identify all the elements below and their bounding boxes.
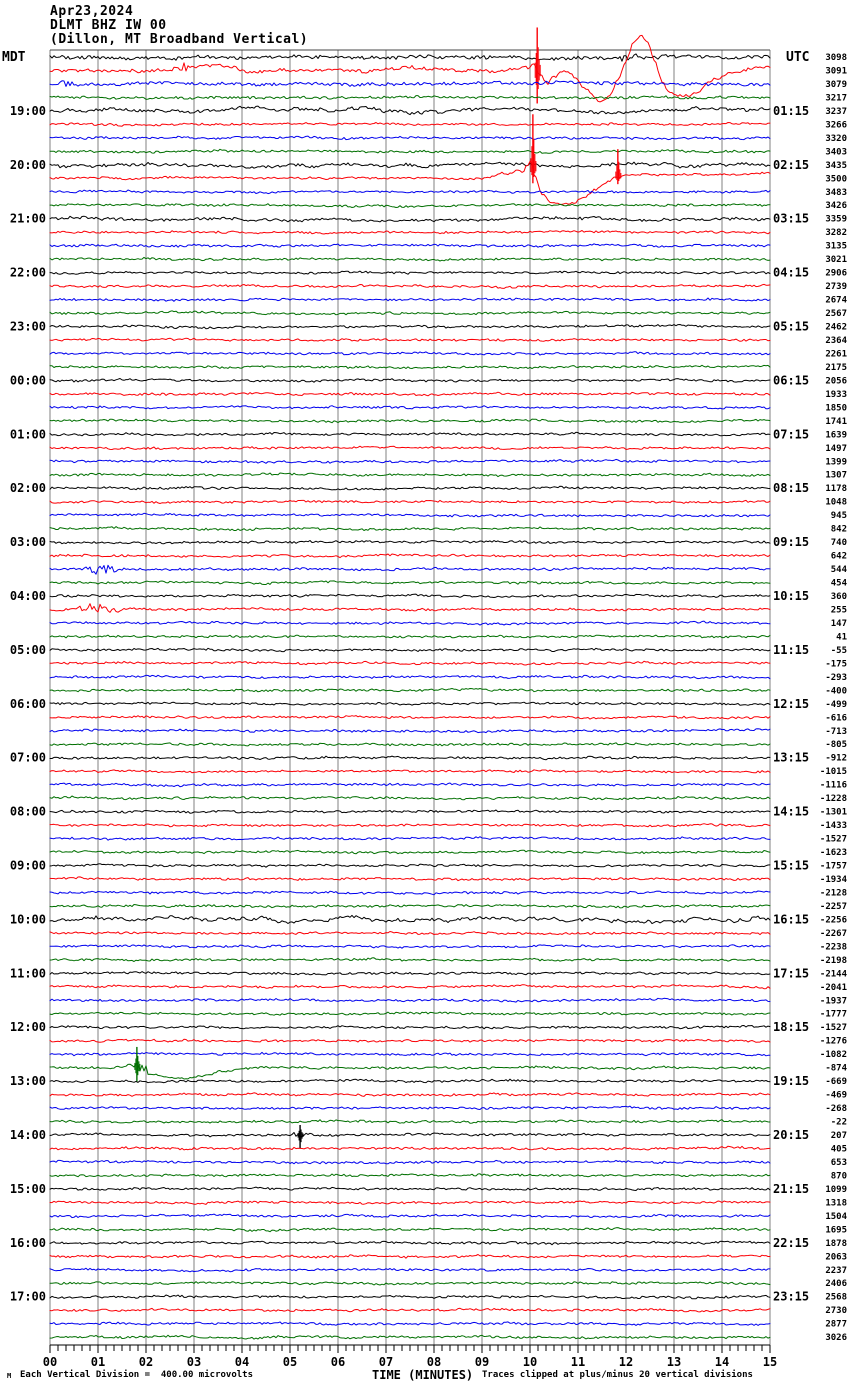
trace-row-95 (50, 1322, 770, 1326)
row-offset-value: 3091 (825, 66, 847, 77)
row-offset-value: -874 (825, 1063, 847, 1074)
row-offset-value: -912 (825, 753, 847, 764)
trace-row-44 (50, 635, 770, 638)
trace-row-29 (50, 432, 770, 436)
trace-row-25 (50, 379, 770, 383)
right-hour-label: 07:15 (773, 427, 810, 442)
left-hour-label: 14:00 (9, 1128, 46, 1142)
row-offset-value: 2568 (825, 1292, 847, 1303)
axis-layer (43, 1345, 777, 1369)
trace-row-80 (50, 1120, 770, 1124)
row-offset-value: 3282 (825, 228, 847, 239)
trace-row-16 (50, 257, 770, 261)
row-offset-value: -1228 (819, 794, 847, 805)
trace-row-40 (50, 581, 770, 585)
trace-row-45 (50, 648, 770, 651)
x-tick-label: 05 (282, 1355, 298, 1369)
x-tick-label: 13 (666, 1355, 682, 1369)
x-tick-label: 02 (138, 1355, 154, 1369)
row-offset-value: 945 (830, 511, 847, 522)
trace-row-54 (50, 770, 770, 773)
row-offset-value: 1048 (825, 497, 847, 508)
right-hour-label: 01:15 (773, 103, 810, 118)
row-offset-value: -1301 (819, 807, 847, 818)
row-offset-value: 2462 (825, 322, 847, 333)
trace-row-5 (50, 106, 770, 115)
row-offset-value: 2261 (825, 349, 847, 360)
row-offset-value: 1099 (825, 1184, 847, 1195)
row-offset-value: 3021 (825, 255, 847, 266)
trace-row-53 (50, 756, 770, 760)
title-station-id: DLMT BHZ IW 00 (50, 18, 167, 33)
row-offset-value: 41 (836, 632, 847, 643)
left-hour-label: 20:00 (9, 157, 46, 172)
left-hour-label: 11:00 (9, 966, 46, 981)
trace-row-31 (50, 459, 770, 463)
trace-row-46 (50, 661, 770, 665)
row-offset-value: 1933 (825, 389, 847, 400)
left-hour-label: 22:00 (9, 265, 46, 280)
row-offset-value: -1527 (819, 834, 847, 845)
trace-row-83 (50, 1160, 770, 1163)
trace-row-19 (50, 298, 770, 301)
grid-layer (50, 50, 770, 1345)
trace-row-36 (50, 527, 770, 531)
x-tick-label: 14 (714, 1355, 730, 1369)
row-offset-value: 3026 (825, 1333, 847, 1344)
trace-row-56 (50, 796, 770, 800)
left-timezone-label: MDT (2, 50, 26, 65)
trace-row-41 (50, 594, 770, 597)
row-offset-value: 2674 (825, 295, 847, 306)
row-offset-value: 1178 (825, 484, 847, 495)
right-hour-label: 08:15 (773, 481, 810, 496)
row-offset-value: 2056 (825, 376, 847, 387)
trace-row-62 (50, 877, 770, 881)
row-offset-value: -293 (825, 672, 847, 683)
trace-row-70 (50, 985, 770, 989)
left-hour-label: 05:00 (9, 642, 46, 657)
trace-row-18 (50, 284, 770, 288)
right-hour-label: 11:15 (773, 642, 810, 657)
trace-row-43 (50, 621, 770, 625)
corner-mark: M (7, 1372, 12, 1380)
trace-row-81 (50, 1133, 770, 1137)
trace-row-90 (50, 1255, 770, 1259)
x-tick-label: 09 (474, 1355, 490, 1369)
trace-row-21 (50, 325, 770, 329)
trace-row-77 (50, 1079, 770, 1083)
right-hour-label: 18:15 (773, 1020, 810, 1035)
row-offset-value: -1757 (819, 861, 847, 872)
row-offset-value: 255 (830, 605, 847, 616)
row-offset-value: -2198 (819, 955, 847, 966)
x-tick-label: 01 (90, 1355, 106, 1369)
row-offset-value: 1318 (825, 1198, 847, 1209)
traces-layer (50, 27, 770, 1339)
trace-row-11 (50, 190, 770, 194)
row-offset-value: -499 (825, 699, 847, 710)
row-offset-value: 2364 (825, 335, 847, 346)
trace-row-73 (50, 1026, 770, 1029)
trace-row-55 (50, 783, 770, 787)
left-hour-label: 12:00 (9, 1020, 46, 1035)
left-hour-label: 01:00 (9, 427, 46, 442)
trace-row-50 (50, 716, 770, 720)
right-hour-label: 20:15 (773, 1128, 810, 1142)
left-hour-label: 15:00 (9, 1181, 46, 1196)
trace-row-87 (50, 1214, 770, 1218)
trace-row-89 (50, 1241, 770, 1245)
left-hour-label: 00:00 (9, 373, 46, 388)
trace-row-72 (50, 1012, 770, 1015)
row-offset-value: 1741 (825, 416, 847, 427)
row-offset-value: -268 (825, 1104, 847, 1115)
trace-row-42 (50, 604, 770, 613)
trace-row-69 (50, 972, 770, 975)
row-offset-value: 1307 (825, 470, 847, 481)
row-offset-value: 2730 (825, 1306, 847, 1317)
row-offset-value: -1937 (819, 996, 847, 1007)
x-tick-label: 03 (186, 1355, 202, 1369)
row-offset-value: 870 (830, 1171, 847, 1182)
trace-row-78 (50, 1093, 770, 1097)
trace-row-26 (50, 392, 770, 396)
row-offset-value: 3098 (825, 53, 847, 63)
right-hour-label: 06:15 (773, 373, 810, 388)
right-hour-label: 09:15 (773, 535, 810, 550)
trace-row-17 (50, 271, 770, 274)
right-hour-label: 13:15 (773, 750, 810, 765)
row-offset-value: -2144 (819, 969, 847, 980)
row-offset-value: 2877 (825, 1319, 847, 1330)
row-offset-value: 3500 (825, 174, 847, 185)
right-hour-label: 17:15 (773, 966, 810, 981)
trace-row-49 (50, 702, 770, 705)
row-offset-value: 3403 (825, 147, 847, 158)
right-hour-label: 02:15 (773, 157, 810, 172)
row-offset-value: -2238 (819, 942, 847, 953)
row-offset-value: 3320 (825, 133, 847, 144)
left-hour-label: 02:00 (9, 481, 46, 496)
trace-row-68 (50, 958, 770, 962)
right-hour-label: 12:15 (773, 696, 810, 711)
row-offset-value: 1639 (825, 430, 847, 441)
trace-row-92 (50, 1282, 770, 1285)
row-offset-value: 2063 (825, 1252, 847, 1263)
x-tick-label: 04 (234, 1355, 250, 1369)
left-hour-label: 23:00 (9, 319, 46, 334)
x-tick-label: 08 (426, 1355, 442, 1369)
x-tick-label: 07 (378, 1355, 394, 1369)
trace-row-9 (50, 162, 770, 168)
trace-row-60 (50, 850, 770, 854)
trace-row-79 (50, 1106, 770, 1109)
row-offset-value: 3483 (825, 187, 847, 198)
trace-row-27 (50, 406, 770, 409)
row-offset-value: 405 (830, 1144, 847, 1155)
title-station-desc: (Dillon, MT Broadband Vertical) (50, 32, 309, 47)
row-offset-value: 1399 (825, 457, 847, 468)
trace-row-34 (50, 500, 770, 503)
row-offset-value: 3359 (825, 214, 847, 225)
x-tick-label: 15 (762, 1355, 778, 1369)
left-hour-label: 21:00 (9, 211, 46, 226)
left-hour-label: 09:00 (9, 858, 46, 873)
trace-row-20 (50, 311, 770, 315)
trace-row-64 (50, 905, 770, 908)
trace-row-8 (50, 149, 770, 153)
x-axis-title: TIME (MINUTES) (372, 1368, 474, 1382)
trace-row-65 (50, 915, 770, 923)
row-offset-value: 1497 (825, 443, 847, 454)
row-offset-value: -2256 (819, 915, 847, 926)
row-offset-value: -1934 (819, 874, 847, 885)
x-tick-label: 12 (618, 1355, 634, 1369)
row-offset-value: -1527 (819, 1023, 847, 1034)
row-offset-value: -1777 (819, 1009, 847, 1020)
row-offset-value: -22 (830, 1117, 847, 1128)
row-offset-value: 3217 (825, 93, 847, 104)
trace-row-93 (50, 1295, 770, 1299)
row-offset-value: -1623 (819, 848, 847, 859)
right-hour-label: 21:15 (773, 1181, 810, 1196)
trace-row-10 (50, 161, 770, 204)
trace-row-6 (50, 123, 770, 127)
row-offset-value: -2267 (819, 928, 847, 939)
trace-row-7 (50, 136, 770, 140)
row-offset-value: 2175 (825, 362, 847, 373)
trace-row-59 (50, 837, 770, 841)
right-timezone-label: UTC (786, 50, 810, 65)
scale-note: Each Vertical Division = 400.00 microvolts (20, 1370, 253, 1380)
trace-row-4 (50, 96, 770, 100)
trace-row-76 (50, 1064, 770, 1079)
row-offset-value: 1878 (825, 1238, 847, 1249)
row-offset-value: 2237 (825, 1265, 847, 1276)
trace-row-85 (50, 1187, 770, 1190)
trace-row-74 (50, 1039, 770, 1042)
row-offset-value: 3266 (825, 120, 847, 131)
row-offset-value: 3135 (825, 241, 847, 252)
right-hour-label: 03:15 (773, 211, 810, 226)
x-tick-label: 06 (330, 1355, 346, 1369)
trace-row-82 (50, 1146, 770, 1150)
trace-row-96 (50, 1335, 770, 1339)
right-hour-label: 23:15 (773, 1289, 810, 1304)
trace-row-1 (50, 54, 770, 61)
trace-row-37 (50, 541, 770, 544)
row-offset-value: -175 (825, 659, 847, 670)
trace-row-94 (50, 1308, 770, 1312)
row-offset-value: 544 (830, 565, 847, 576)
trace-row-30 (50, 446, 770, 449)
x-tick-label: 10 (522, 1355, 538, 1369)
trace-row-52 (50, 743, 770, 746)
right-hour-label: 22:15 (773, 1235, 810, 1250)
right-hour-label: 10:15 (773, 589, 810, 603)
row-offset-value: 2739 (825, 282, 847, 293)
row-offset-value: -400 (825, 686, 847, 697)
trace-row-51 (50, 729, 770, 733)
row-offset-value: -1082 (819, 1050, 847, 1061)
trace-row-91 (50, 1268, 770, 1272)
trace-row-24 (50, 365, 770, 368)
row-offset-value: -805 (825, 740, 847, 751)
right-hour-label: 19:15 (773, 1074, 810, 1089)
x-tick-label: 00 (42, 1355, 58, 1369)
trace-row-88 (50, 1228, 770, 1232)
row-offset-value: 2906 (825, 268, 847, 279)
trace-row-61 (50, 864, 770, 868)
trace-row-35 (50, 513, 770, 517)
left-hour-label: 19:00 (9, 103, 46, 118)
row-offset-value: 842 (830, 524, 847, 535)
row-offset-value: 360 (830, 592, 847, 602)
trace-row-39 (50, 565, 770, 574)
right-hour-label: 16:15 (773, 912, 810, 927)
row-offset-value: -616 (825, 713, 847, 724)
trace-row-15 (50, 244, 770, 247)
trace-row-12 (50, 204, 770, 208)
trace-row-58 (50, 824, 770, 827)
trace-row-47 (50, 675, 770, 678)
left-hour-label: 17:00 (9, 1289, 46, 1304)
row-offset-value: -55 (830, 645, 847, 656)
row-offset-value: 207 (830, 1131, 847, 1141)
trace-row-22 (50, 338, 770, 341)
left-hour-label: 08:00 (9, 804, 46, 819)
left-hour-label: 04:00 (9, 589, 46, 603)
row-offset-value: -469 (825, 1090, 847, 1101)
trace-row-23 (50, 352, 770, 355)
trace-row-67 (50, 945, 770, 948)
right-hour-label: 15:15 (773, 858, 810, 873)
row-offset-value: 1504 (825, 1211, 847, 1222)
left-hour-label: 16:00 (9, 1235, 46, 1250)
left-hour-label: 03:00 (9, 535, 46, 550)
row-offset-value: -669 (825, 1077, 847, 1088)
trace-row-38 (50, 554, 770, 558)
trace-row-33 (50, 486, 770, 490)
trace-row-84 (50, 1174, 770, 1177)
left-hour-label: 06:00 (9, 696, 46, 711)
row-offset-value: 3079 (825, 79, 847, 90)
left-hour-label: 07:00 (9, 750, 46, 765)
trace-row-32 (50, 473, 770, 477)
row-offset-value: -713 (825, 726, 847, 737)
right-hour-label: 05:15 (773, 319, 810, 334)
row-offset-value: 740 (830, 538, 847, 549)
trace-row-63 (50, 891, 770, 895)
row-offset-value: 454 (830, 578, 847, 589)
row-offset-value: 3237 (825, 106, 847, 117)
trace-row-71 (50, 998, 770, 1002)
row-offset-value: 1850 (825, 403, 847, 414)
row-offset-value: -1116 (819, 780, 847, 791)
trace-row-28 (50, 419, 770, 423)
left-hour-label: 10:00 (9, 912, 46, 927)
trace-row-86 (50, 1201, 770, 1204)
right-hour-label: 04:15 (773, 265, 810, 280)
left-hour-label: 13:00 (9, 1074, 46, 1089)
row-offset-value: 2406 (825, 1279, 847, 1290)
trace-row-66 (50, 932, 770, 935)
right-hour-label: 14:15 (773, 804, 810, 819)
trace-row-75 (50, 1052, 770, 1055)
row-offset-value: 1695 (825, 1225, 847, 1236)
trace-row-48 (50, 689, 770, 692)
row-offset-value: -2257 (819, 901, 847, 912)
trace-row-57 (50, 810, 770, 813)
row-offset-value: -2041 (819, 982, 847, 993)
row-offset-value: -1276 (819, 1036, 847, 1047)
row-offset-value: 147 (830, 618, 847, 629)
trace-row-13 (50, 216, 770, 222)
row-offset-value: 3426 (825, 201, 847, 212)
row-offset-value: 642 (830, 551, 847, 562)
row-offset-value: -1015 (819, 767, 847, 778)
clip-note: Traces clipped at plus/minus 20 vertical divisions (482, 1370, 753, 1380)
x-tick-label: 11 (570, 1355, 586, 1369)
row-offset-value: 653 (830, 1157, 847, 1168)
trace-row-14 (50, 231, 770, 235)
row-offset-value: 3435 (825, 160, 847, 171)
title-date: Apr23,2024 (50, 4, 134, 19)
row-offset-value: 2567 (825, 309, 847, 320)
row-offset-value: -2128 (819, 888, 847, 899)
row-offset-value: -1433 (819, 821, 847, 832)
